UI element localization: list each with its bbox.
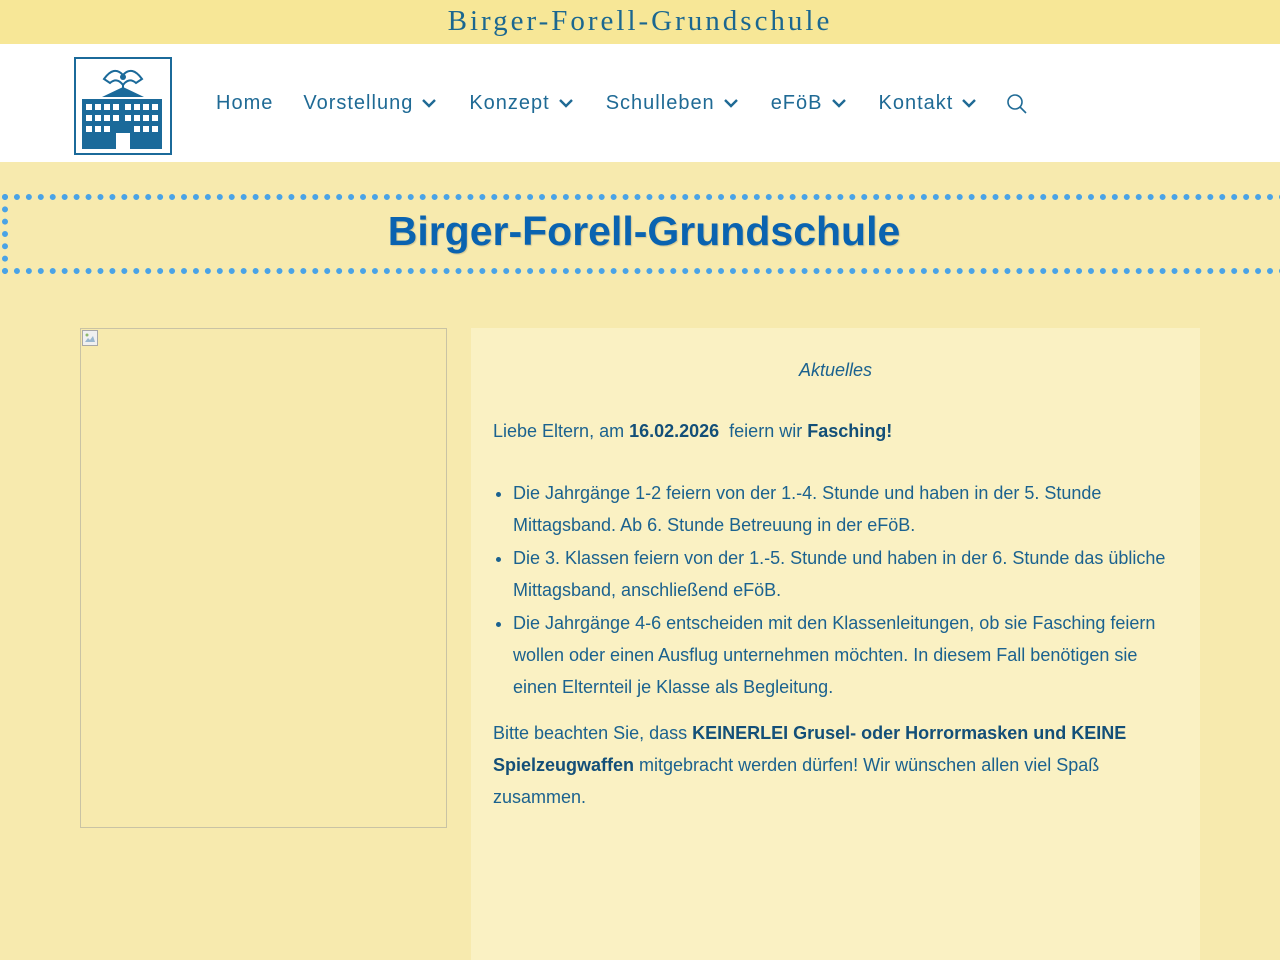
news-intro (493, 415, 1178, 447)
site-title[interactable]: Birger-Forell-Grundschule (447, 5, 833, 37)
nav-item-konzept[interactable] (469, 92, 575, 115)
news-panel (471, 328, 1200, 960)
intro-mid: feiern wir (719, 421, 808, 441)
top-title-bar (0, 0, 1280, 44)
school-logo[interactable] (74, 57, 172, 155)
nav-item-vorstellung[interactable] (303, 92, 439, 115)
nav-label-kontakt: Kontakt (878, 91, 954, 114)
nav-item-efoeb[interactable] (771, 92, 849, 115)
search-icon[interactable] (1005, 92, 1029, 116)
nav-item-home[interactable] (216, 92, 273, 115)
chevron-down-icon (829, 93, 849, 113)
page-title: Birger-Forell-Grundschule (387, 208, 901, 254)
news-note (493, 717, 1178, 813)
nav-label-vorstellung: Vorstellung (303, 91, 414, 114)
news-bullet-list (493, 477, 1178, 703)
event-date: 16.02.2026 (629, 421, 720, 441)
chevron-down-icon (721, 93, 741, 113)
nav-item-kontakt[interactable] (879, 92, 980, 115)
nav-label-konzept: Konzept (469, 91, 550, 114)
site-header (0, 44, 1280, 162)
main-navigation (200, 88, 1009, 118)
nav-item-schulleben[interactable] (606, 92, 741, 115)
news-heading: Aktuelles (798, 360, 873, 380)
nav-label-schulleben: Schulleben (605, 91, 715, 114)
note-prefix: Bitte beachten Sie, dass (493, 723, 693, 743)
note-warning: KEINERLEI Grusel- oder Horrormasken und KEINE Spielzeugwaffen (493, 723, 1127, 775)
title-banner (2, 194, 1280, 274)
intro-prefix: Liebe Eltern, am (493, 421, 630, 441)
chevron-down-icon (419, 93, 439, 113)
list-item: • Die 3. Klassen feiern von der 1.-5. Stunde und haben in der 6. Stunde das übliche Mittagsband, anschließend eFöB. (513, 542, 1178, 606)
nav-label-home: Home (216, 91, 274, 114)
note-suffix: mitgebracht werden dürfen! Wir wünschen allen viel Spaß zusammen. (493, 755, 1100, 807)
nav-label-efoeb: eFöB (770, 91, 823, 114)
chevron-down-icon (959, 93, 979, 113)
broken-image-icon (82, 330, 98, 346)
list-item: • Die Jahrgänge 1-2 feiern von der 1.-4. Stunde und haben in der 5. Stunde Mittagsband. Ab 6. Stunde Betreuung in der eFöB. (513, 477, 1178, 541)
event-name: Fasching! (807, 421, 893, 441)
featured-image (80, 328, 447, 828)
chevron-down-icon (556, 93, 576, 113)
list-item: • Die Jahrgänge 4-6 entscheiden mit den Klassenleitungen, ob sie Fasching feiern wollen oder einen Ausflug unternehmen möchten. In diesem Fall benötigen sie einen Elternteil je Klasse als Begleitung. (513, 607, 1178, 703)
